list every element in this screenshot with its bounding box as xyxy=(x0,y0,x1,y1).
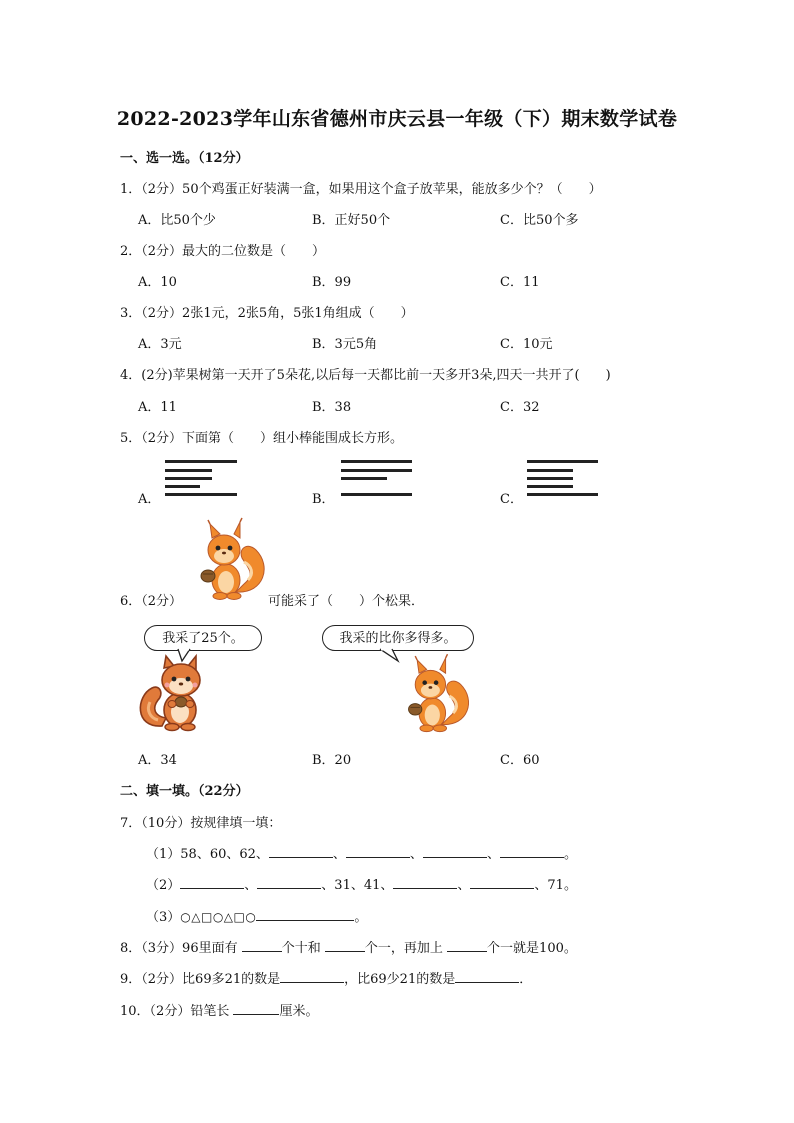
q3-option-b: B．3元5角 xyxy=(312,337,378,352)
speech-bubble-right-tail xyxy=(380,649,400,663)
question-6-prefix: 6．（2分） xyxy=(120,594,183,609)
q9-part-c: ． xyxy=(519,972,533,987)
q5-option-b: B． xyxy=(312,492,335,507)
answer-blank[interactable] xyxy=(257,876,321,889)
q1-option-b: B．正好50个 xyxy=(312,213,391,228)
question-8 xyxy=(120,937,577,956)
answer-blank[interactable] xyxy=(393,876,457,889)
period: 。 xyxy=(563,847,577,862)
separator: 、 xyxy=(457,878,471,893)
q10-part-a: 10．（2分）铅笔长 xyxy=(120,1004,230,1019)
stick xyxy=(527,469,573,472)
stick xyxy=(527,493,598,496)
stick xyxy=(165,469,212,472)
answer-blank[interactable] xyxy=(325,939,365,952)
answer-blank[interactable] xyxy=(455,970,519,983)
answer-blank[interactable] xyxy=(242,939,282,952)
q6-option-a: A．34 xyxy=(138,753,177,768)
q9-part-b: ，比69少21的数是 xyxy=(344,972,456,987)
stick xyxy=(341,469,412,472)
section-heading-choice: 一、选一选。（12分） xyxy=(120,151,249,166)
answer-blank[interactable] xyxy=(500,845,564,858)
squirrel-eating-icon xyxy=(140,654,206,732)
answer-blank[interactable] xyxy=(180,876,244,889)
q8-part-a: 8．（3分）96里面有 xyxy=(120,941,238,956)
q6-option-b: B．20 xyxy=(312,753,352,768)
stick xyxy=(165,493,237,496)
q8-part-b: 个十和 xyxy=(281,941,321,956)
stick xyxy=(165,477,212,480)
answer-blank[interactable] xyxy=(269,845,333,858)
q2-option-b: B．99 xyxy=(312,275,352,290)
question-5: 5．（2分）下面第（ ）组小棒能围成长方形。 xyxy=(120,431,404,446)
q7-line-2-mid: 、31、41、 xyxy=(321,878,394,893)
q10-part-b: 厘米。 xyxy=(279,1004,319,1019)
page-title: 2022-2023学年山东省德州市庆云县一年级（下）期末数学试卷 xyxy=(116,108,678,130)
q7-line-2-end: 、71。 xyxy=(534,878,577,893)
question-3: 3．（2分）2张1元，2张5角，5张1角组成（ ） xyxy=(120,306,414,321)
speech-bubble-left-text: 我采了25个。 xyxy=(162,631,244,646)
question-6-suffix: 可能采了（ ）个松果． xyxy=(268,594,425,609)
question-10 xyxy=(120,1000,318,1019)
question-9 xyxy=(120,968,532,987)
stick xyxy=(527,460,598,463)
period: 。 xyxy=(354,910,368,925)
q5-option-c: C． xyxy=(500,492,523,507)
stick xyxy=(527,477,573,480)
stick xyxy=(341,493,412,496)
question-1: 1．（2分）50个鸡蛋正好装满一盒，如果用这个盒子放苹果，能放多少个？（ ） xyxy=(120,182,602,197)
speech-bubble-right xyxy=(322,625,474,651)
question-2: 2．（2分）最大的二位数是（ ） xyxy=(120,244,326,259)
q7-line-3 xyxy=(146,906,367,925)
stick xyxy=(341,460,412,463)
q8-part-c: 个一，再加上 xyxy=(364,941,443,956)
q7-line-2-label: （2） xyxy=(146,878,181,893)
separator: 、 xyxy=(409,847,423,862)
q9-part-a: 9．（2分）比69多21的数是 xyxy=(120,972,281,987)
separator: 、 xyxy=(486,847,500,862)
q5-option-a: A． xyxy=(138,492,161,507)
speech-bubble-right-text: 我采的比你多得多。 xyxy=(339,631,457,646)
q2-option-a: A．10 xyxy=(138,275,177,290)
answer-blank[interactable] xyxy=(233,1002,279,1015)
q4-option-a: A．11 xyxy=(138,400,177,415)
q1-option-a: A．比50个少 xyxy=(138,213,216,228)
q7-line-2 xyxy=(146,874,577,893)
answer-blank[interactable] xyxy=(256,908,354,921)
q4-option-b: B．38 xyxy=(312,400,352,415)
squirrel-with-nut-icon xyxy=(402,658,474,734)
squirrel-with-nut-icon xyxy=(196,522,268,602)
question-7: 7．（10分）按规律填一填： xyxy=(120,816,282,831)
answer-blank[interactable] xyxy=(470,876,534,889)
stick xyxy=(527,485,573,488)
section-heading-fill: 二、填一填。（22分） xyxy=(120,784,249,799)
stick xyxy=(341,477,387,480)
answer-blank[interactable] xyxy=(346,845,410,858)
q2-option-c: C．11 xyxy=(500,275,540,290)
q1-option-c: C．比50个多 xyxy=(500,213,579,228)
q7-line-3-label: （3） xyxy=(146,910,181,925)
stick xyxy=(165,485,200,488)
separator: 、 xyxy=(244,878,258,893)
q4-option-c: C．32 xyxy=(500,400,540,415)
q6-option-c: C．60 xyxy=(500,753,540,768)
separator: 、 xyxy=(332,847,346,862)
speech-bubble-left xyxy=(144,625,262,651)
answer-blank[interactable] xyxy=(423,845,487,858)
q8-part-d: 个一就是100。 xyxy=(487,941,577,956)
question-4: 4．(2分)苹果树第一天开了5朵花,以后每一天都比前一天多开3朵,四天一共开了( ) xyxy=(120,368,611,383)
q7-line-1-label: （1）58、60、62、 xyxy=(146,847,269,862)
answer-blank[interactable] xyxy=(447,939,487,952)
stick xyxy=(165,460,237,463)
q3-option-c: C．10元 xyxy=(500,337,553,352)
q7-line-1 xyxy=(146,843,577,862)
answer-blank[interactable] xyxy=(280,970,344,983)
shape-sequence: ○△□○△□○ xyxy=(180,910,257,924)
q3-option-a: A．3元 xyxy=(138,337,182,352)
